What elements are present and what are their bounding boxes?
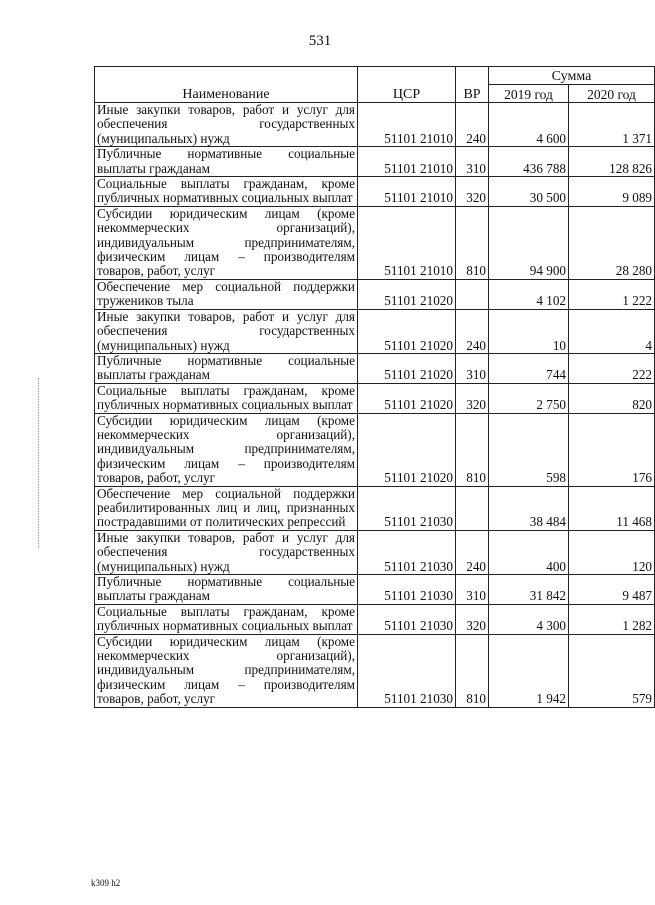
row-vr: 310 bbox=[456, 575, 489, 605]
row-name: Иные закупки товаров, работ и услуг для обеспечения государственных (муниципальных) нужд bbox=[95, 309, 358, 353]
table-row bbox=[95, 634, 655, 707]
row-csr: 51101 21010 bbox=[358, 103, 456, 147]
row-sum-2019: 400 bbox=[489, 530, 569, 574]
row-sum-2020: 1 222 bbox=[569, 279, 655, 309]
row-sum-2020: 1 371 bbox=[569, 103, 655, 147]
row-sum-2020: 4 bbox=[569, 309, 655, 353]
row-sum-2019: 598 bbox=[489, 413, 569, 486]
row-csr: 51101 21020 bbox=[358, 383, 456, 413]
row-name: Субсидии юридическим лицам (кроме некоммерческих организаций), индивидуальным предпринимателям, физическим лицам – производителям товаров, работ, услуг bbox=[95, 206, 358, 279]
row-name: Субсидии юридическим лицам (кроме некоммерческих организаций), индивидуальным предпринимателям, физическим лицам – производителям товаров, работ, услуг bbox=[95, 413, 358, 486]
row-name: Обеспечение мер социальной поддержки тружеников тыла bbox=[95, 279, 358, 309]
row-sum-2019: 436 788 bbox=[489, 147, 569, 177]
row-csr: 51101 21010 bbox=[358, 147, 456, 177]
row-name: Публичные нормативные социальные выплаты гражданам bbox=[95, 353, 358, 383]
row-sum-2020: 120 bbox=[569, 530, 655, 574]
row-sum-2020: 28 280 bbox=[569, 206, 655, 279]
row-vr: 810 bbox=[456, 634, 489, 707]
row-sum-2019: 38 484 bbox=[489, 486, 569, 530]
row-name: Социальные выплаты гражданам, кроме публичных нормативных социальных выплат bbox=[95, 383, 358, 413]
row-sum-2020: 9 487 bbox=[569, 575, 655, 605]
row-name: Субсидии юридическим лицам (кроме некоммерческих организаций), индивидуальным предпринимателям, физическим лицам – производителям товаров, работ, услуг bbox=[95, 634, 358, 707]
row-sum-2019: 10 bbox=[489, 309, 569, 353]
table-header bbox=[95, 67, 655, 103]
row-csr: 51101 21030 bbox=[358, 634, 456, 707]
row-name: Публичные нормативные социальные выплаты гражданам bbox=[95, 147, 358, 177]
row-sum-2020: 9 089 bbox=[569, 177, 655, 207]
table-row bbox=[95, 206, 655, 279]
row-csr: 51101 21030 bbox=[358, 530, 456, 574]
table-row bbox=[95, 279, 655, 309]
row-name: Иные закупки товаров, работ и услуг для обеспечения государственных (муниципальных) нужд bbox=[95, 103, 358, 147]
table-row bbox=[95, 309, 655, 353]
row-sum-2019: 4 102 bbox=[489, 279, 569, 309]
table-row bbox=[95, 103, 655, 147]
table-row bbox=[95, 604, 655, 634]
header-sum: Сумма bbox=[489, 67, 655, 85]
row-name: Социальные выплаты гражданам, кроме публичных нормативных социальных выплат bbox=[95, 604, 358, 634]
row-vr: 320 bbox=[456, 177, 489, 207]
row-csr: 51101 21020 bbox=[358, 309, 456, 353]
row-vr: 240 bbox=[456, 530, 489, 574]
row-sum-2019: 744 bbox=[489, 353, 569, 383]
header-csr: ЦСР bbox=[358, 67, 456, 103]
footer-code: k309 h2 bbox=[91, 878, 121, 888]
table-row bbox=[95, 530, 655, 574]
table-row bbox=[95, 575, 655, 605]
row-sum-2020: 579 bbox=[569, 634, 655, 707]
row-name: Обеспечение мер социальной поддержки реабилитированных лиц и лиц, признанных пострадавшими от политических репрессий bbox=[95, 486, 358, 530]
row-name: Публичные нормативные социальные выплаты гражданам bbox=[95, 575, 358, 605]
row-sum-2020: 11 468 bbox=[569, 486, 655, 530]
table-row bbox=[95, 383, 655, 413]
row-sum-2020: 176 bbox=[569, 413, 655, 486]
row-vr: 240 bbox=[456, 103, 489, 147]
row-csr: 51101 21010 bbox=[358, 206, 456, 279]
row-csr: 51101 21030 bbox=[358, 486, 456, 530]
header-vr: ВР bbox=[456, 67, 489, 103]
table-body bbox=[95, 103, 655, 708]
header-year-2019: 2019 год bbox=[489, 85, 569, 103]
row-vr: 320 bbox=[456, 383, 489, 413]
row-csr: 51101 21030 bbox=[358, 604, 456, 634]
table-row bbox=[95, 147, 655, 177]
budget-table bbox=[94, 66, 655, 708]
header-year-2020: 2020 год bbox=[569, 85, 655, 103]
row-sum-2020: 222 bbox=[569, 353, 655, 383]
row-name: Социальные выплаты гражданам, кроме публичных нормативных социальных выплат bbox=[95, 177, 358, 207]
row-sum-2020: 128 826 bbox=[569, 147, 655, 177]
row-sum-2020: 1 282 bbox=[569, 604, 655, 634]
page-number: 531 bbox=[308, 33, 332, 49]
table-row bbox=[95, 486, 655, 530]
row-sum-2019: 4 300 bbox=[489, 604, 569, 634]
row-vr: 310 bbox=[456, 147, 489, 177]
row-sum-2019: 30 500 bbox=[489, 177, 569, 207]
row-csr: 51101 21010 bbox=[358, 177, 456, 207]
row-vr: 810 bbox=[456, 206, 489, 279]
table-row bbox=[95, 353, 655, 383]
row-sum-2019: 2 750 bbox=[489, 383, 569, 413]
row-vr: 240 bbox=[456, 309, 489, 353]
row-sum-2019: 1 942 bbox=[489, 634, 569, 707]
row-csr: 51101 21030 bbox=[358, 575, 456, 605]
row-vr: 810 bbox=[456, 413, 489, 486]
row-sum-2020: 820 bbox=[569, 383, 655, 413]
row-name: Иные закупки товаров, работ и услуг для обеспечения государственных (муниципальных) нужд bbox=[95, 530, 358, 574]
row-csr: 51101 21020 bbox=[358, 279, 456, 309]
row-sum-2019: 4 600 bbox=[489, 103, 569, 147]
table-row bbox=[95, 413, 655, 486]
row-vr: 310 bbox=[456, 353, 489, 383]
row-vr: 320 bbox=[456, 604, 489, 634]
header-name: Наименование bbox=[95, 67, 358, 103]
row-vr bbox=[456, 279, 489, 309]
table-row bbox=[95, 177, 655, 207]
row-sum-2019: 94 900 bbox=[489, 206, 569, 279]
row-sum-2019: 31 842 bbox=[489, 575, 569, 605]
row-csr: 51101 21020 bbox=[358, 353, 456, 383]
row-csr: 51101 21020 bbox=[358, 413, 456, 486]
row-vr bbox=[456, 486, 489, 530]
margin-marks bbox=[38, 378, 41, 548]
